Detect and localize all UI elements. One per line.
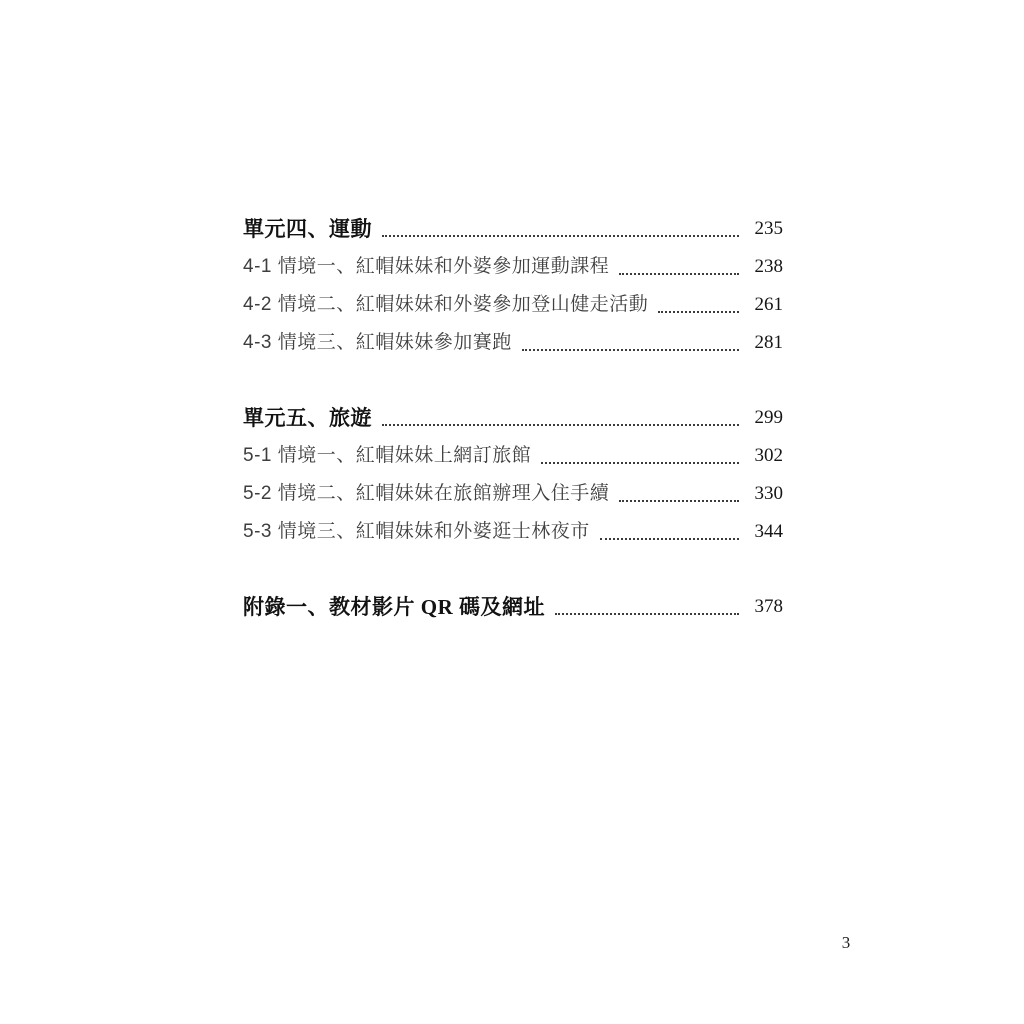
dot-leader bbox=[619, 248, 739, 286]
toc-section bbox=[243, 399, 783, 551]
toc-item bbox=[243, 324, 783, 362]
dot-leader bbox=[600, 513, 739, 551]
toc-item bbox=[243, 437, 783, 475]
toc-section bbox=[243, 588, 783, 626]
toc-section bbox=[243, 210, 783, 362]
toc-header-page: 235 bbox=[754, 218, 783, 239]
toc-item-title: 5-3 情境三、紅帽妹妹和外婆逛士林夜市 bbox=[243, 521, 590, 542]
toc-item-title: 4-1 情境一、紅帽妹妹和外婆參加運動課程 bbox=[243, 256, 610, 277]
toc-header bbox=[243, 210, 783, 248]
toc-header-page: 378 bbox=[754, 596, 783, 617]
toc-item-title: 5-2 情境二、紅帽妹妹在旅館辦理入住手續 bbox=[243, 483, 610, 504]
toc-item-page: 344 bbox=[754, 521, 783, 542]
toc-item bbox=[243, 286, 783, 324]
toc-item-page: 261 bbox=[754, 294, 783, 315]
toc-item bbox=[243, 475, 783, 513]
dot-leader bbox=[555, 588, 739, 626]
toc-header-title: 單元四、運動 bbox=[243, 217, 372, 241]
dot-leader bbox=[619, 475, 739, 513]
toc-item-title: 4-2 情境二、紅帽妹妹和外婆參加登山健走活動 bbox=[243, 294, 649, 315]
table-of-contents bbox=[243, 210, 783, 626]
dot-leader bbox=[522, 324, 739, 362]
toc-item-title: 5-1 情境一、紅帽妹妹上網訂旅館 bbox=[243, 445, 532, 466]
toc-header-title: 附錄一、教材影片 QR 碼及網址 bbox=[243, 595, 545, 619]
toc-item bbox=[243, 513, 783, 551]
page-number: 3 bbox=[841, 933, 851, 952]
toc-item-page: 302 bbox=[754, 445, 783, 466]
dot-leader bbox=[541, 437, 739, 475]
toc-item-page: 238 bbox=[754, 256, 783, 277]
toc-item-page: 330 bbox=[754, 483, 783, 504]
toc-header bbox=[243, 399, 783, 437]
dot-leader bbox=[658, 286, 739, 324]
toc-header bbox=[243, 588, 783, 626]
dot-leader bbox=[382, 399, 739, 437]
toc-item-page: 281 bbox=[754, 332, 783, 353]
toc-header-title: 單元五、旅遊 bbox=[243, 406, 372, 430]
dot-leader bbox=[382, 210, 739, 248]
toc-item bbox=[243, 248, 783, 286]
toc-header-page: 299 bbox=[754, 407, 783, 428]
toc-item-title: 4-3 情境三、紅帽妹妹參加賽跑 bbox=[243, 332, 512, 353]
